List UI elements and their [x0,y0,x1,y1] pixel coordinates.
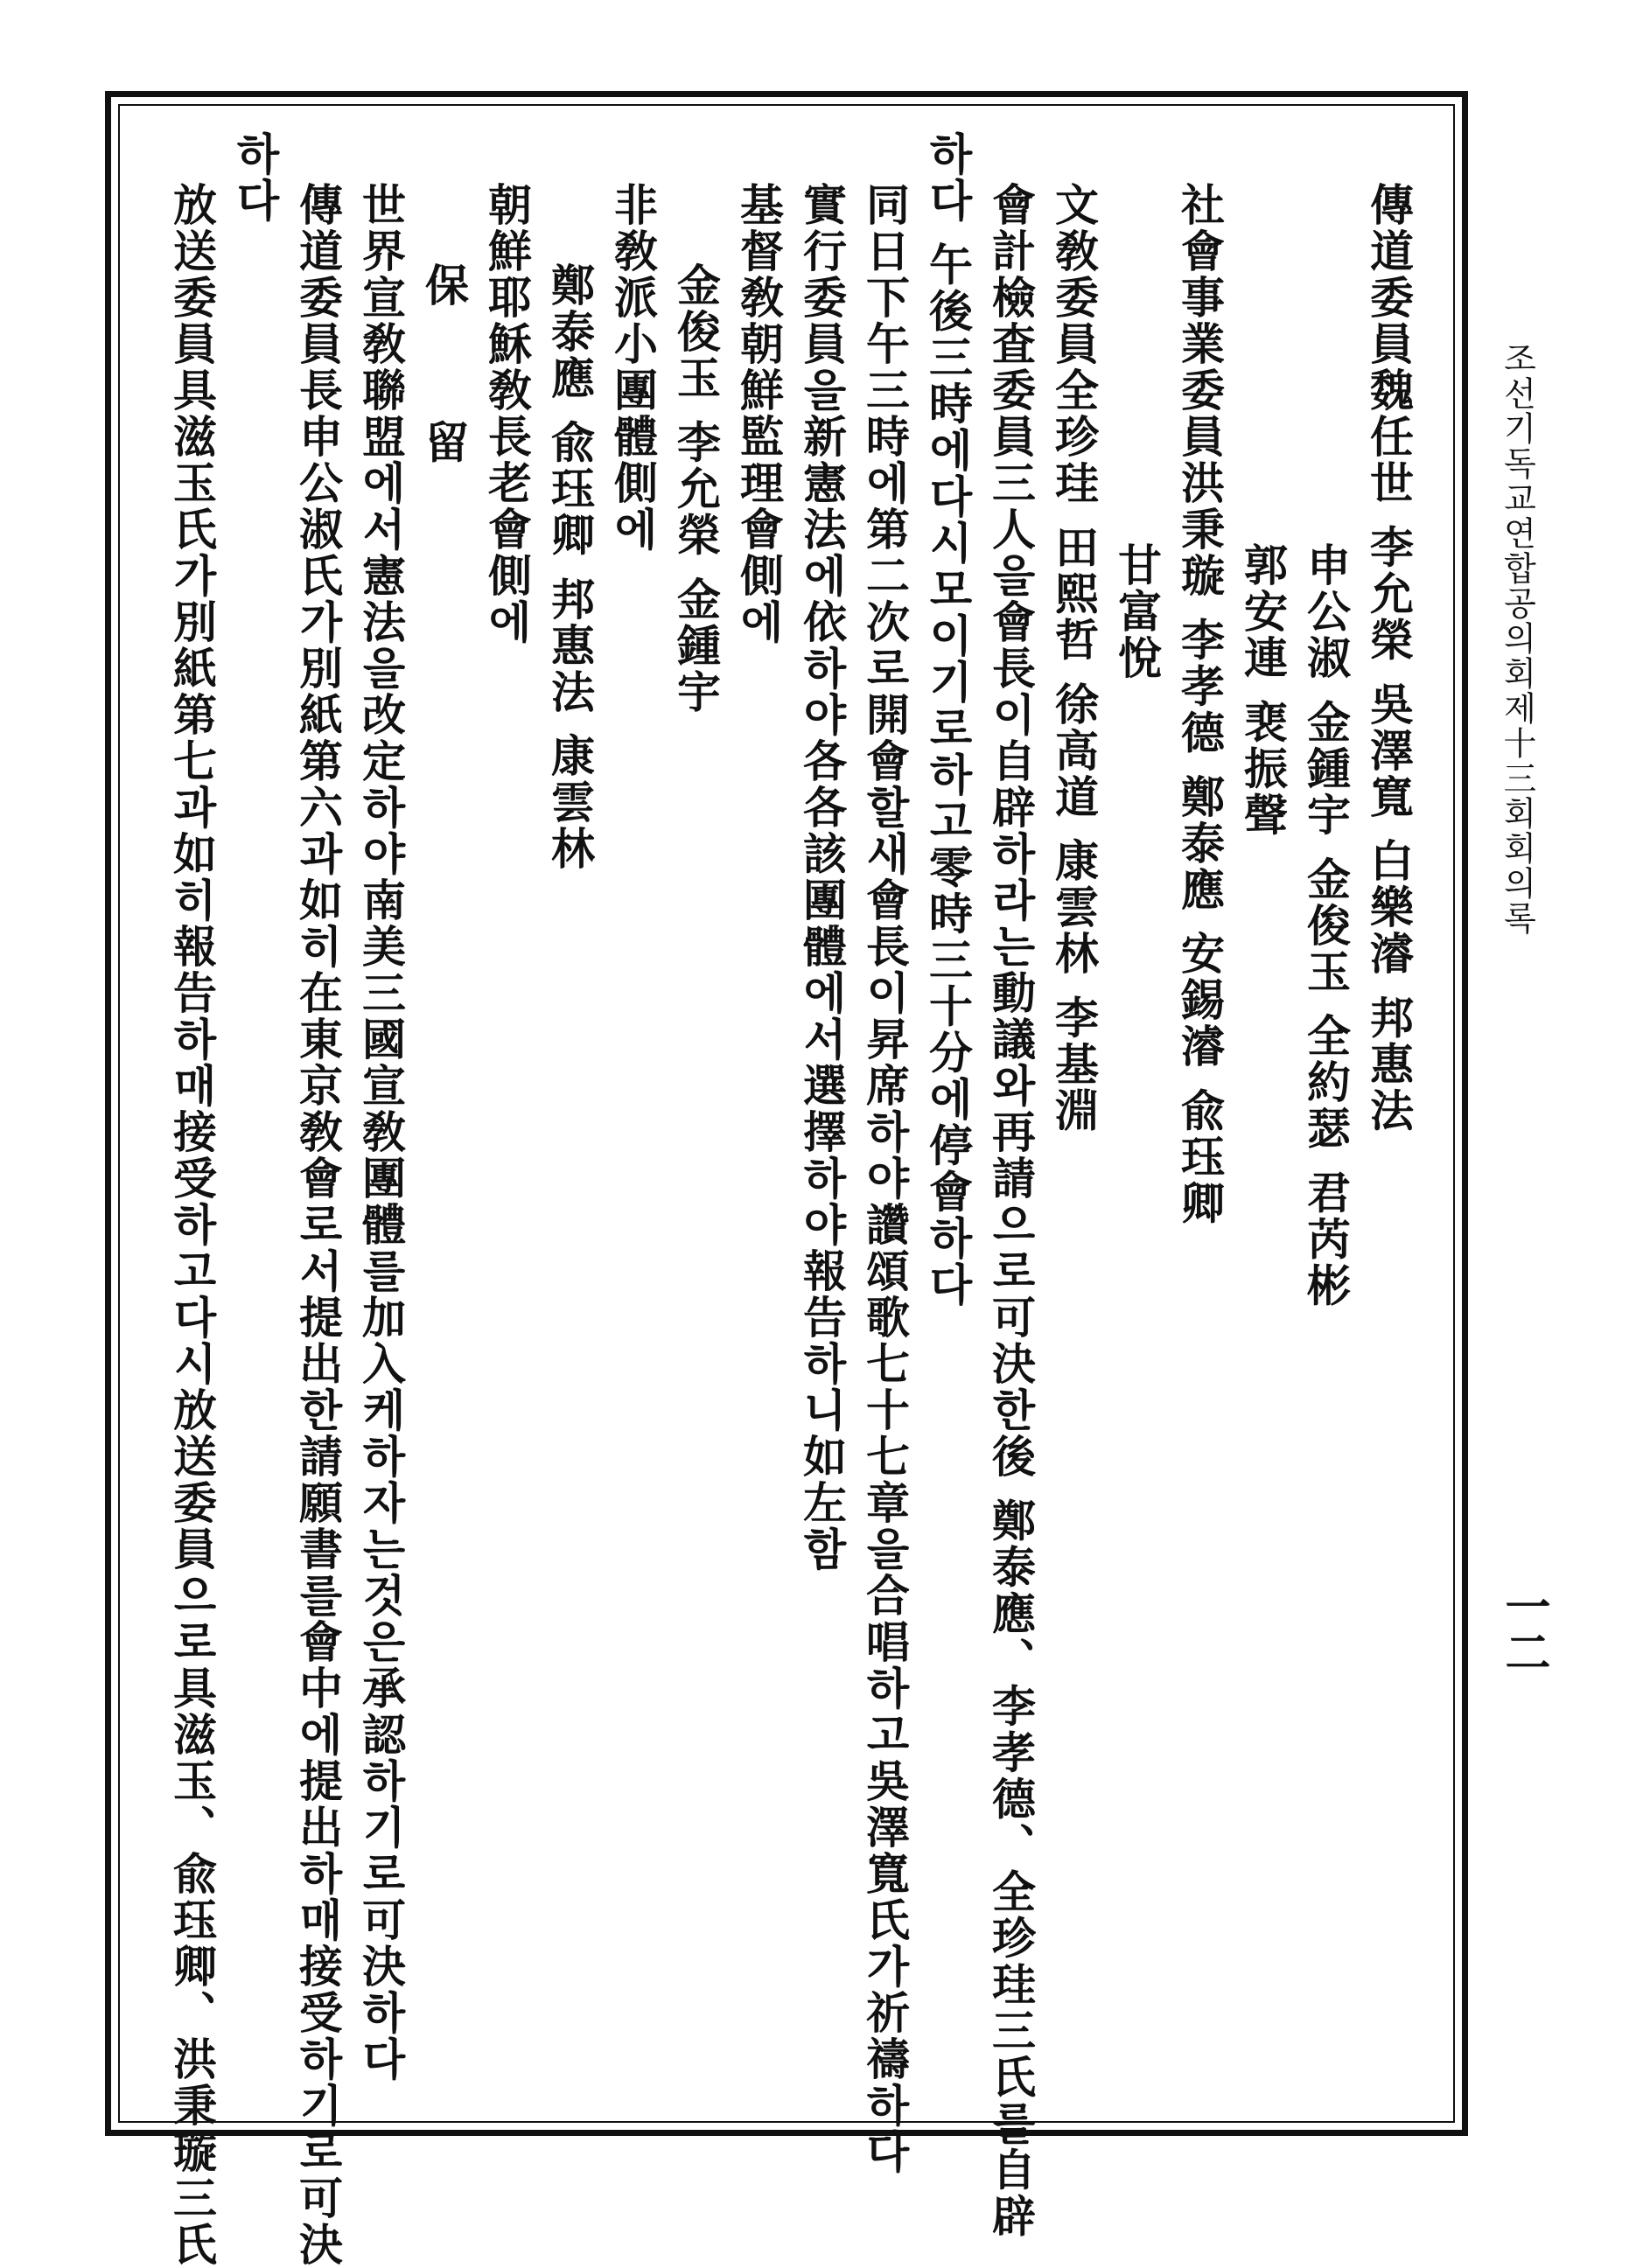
column-petition-continued: 하다 [229,131,281,224]
column-reserved: 保 留 [418,262,470,513]
column-non-denominational-side: 非敎派小團體側에 [607,182,659,553]
column-methodist-side: 基督敎朝鮮監理會側에 [733,182,785,646]
column-methodist-members: 金俊玉 李允榮 金鍾宇 [670,262,722,715]
page-number: 一二 [1497,1583,1550,1674]
column-committee-evangelism: 傳道委員魏任世 李允榮 吳澤寬 白樂濬 邦惠法 [1363,182,1415,1134]
column-broadcast-committee: 放送委員具滋玉氏가別紙第七과如히報告하매接受하고다시放送委員으로具滋玉、兪珏卿、洪秉璇三氏 [166,182,218,2268]
column-evangelism-members-3: 郭安連 裵振聲 [1237,542,1289,839]
column-evangelism-members-2: 申公淑 金鍾宇 金俊玉 全約瑟 君芮彬 [1300,542,1352,1309]
column-committee-social-work: 社會事業委員洪秉璇 李孝德 鄭泰應 安錫濬 兪珏卿 [1174,182,1226,1227]
column-recess: 하다 午後三時에다시모이기로하고零時三十分에停會하다 [922,131,974,1308]
column-presbyterian-side: 朝鮮耶穌敎長老會側에 [481,182,533,646]
column-audit-committee: 會計檢査委員三人을會長이自辟하라는動議와再請으로可決한後 鄭泰應、李孝德、全珍珪三氏를自辟 [985,182,1037,2240]
column-afternoon-session: 同日下午三時에第二次로開會할새會長이昇席하야讚頌歌七十七章을合唱하고吳澤寬氏가祈禱하다 [859,182,911,2175]
column-non-denominational-members: 鄭泰應 兪珏卿 邦惠法 康雲林 [544,262,596,873]
column-evangelism-petition: 傳道委員長申公淑氏가別紙第六과如히在東京敎會로서提出한請願書를會中에提出하매接受하기로可決 [292,182,344,2268]
column-social-work-members-2: 甘富悅 [1111,542,1163,681]
running-header: 조선기독교연합공의회제十三회회의록 [1498,341,1536,936]
column-committee-education: 文敎委員全珍珪 田熙哲 徐高道 康雲林 李基淵 [1048,182,1100,1134]
column-world-mission-league: 世界宣敎聯盟에서憲法을改定하야南美三國宣敎團體를加入케하자는것은承認하기로可決하다 [355,182,407,2083]
column-executive-committee: 實行委員을新憲法에依하야各各該團體에서選擇하야報告하니如左함 [796,182,848,1573]
